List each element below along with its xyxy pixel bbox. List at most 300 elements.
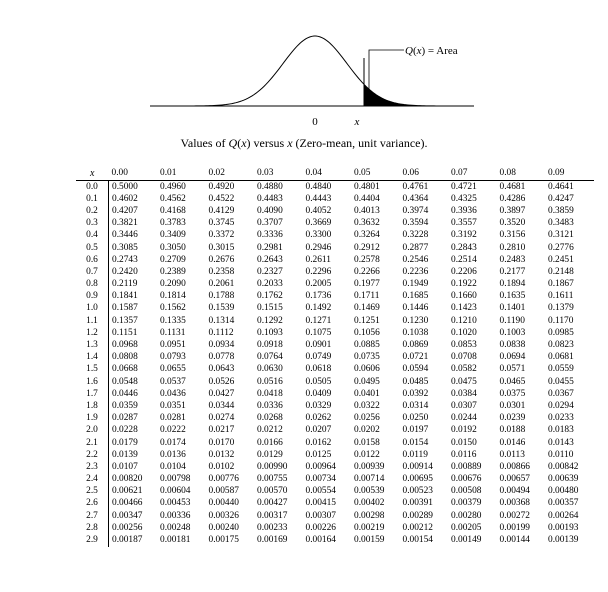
q-value-cell: 0.0129	[257, 449, 283, 460]
q-value-cell: 0.1469	[354, 303, 380, 314]
q-value-cell: 0.4880	[257, 181, 283, 192]
q-value-cell: 0.00755	[257, 474, 288, 485]
q-value-cell: 0.0505	[305, 376, 332, 387]
q-value-cell: 0.0446	[112, 388, 138, 399]
q-value-cell: 0.00554	[305, 486, 336, 497]
q-value-cell: 0.1190	[499, 315, 525, 326]
q-value-cell: 0.3264	[354, 230, 380, 241]
q-value-cell: 0.3300	[305, 230, 332, 241]
q-value-cell: 0.2912	[354, 242, 380, 253]
q-value-cell: 0.0681	[548, 352, 574, 363]
q-value-cell: 0.0793	[160, 352, 186, 363]
q-value-cell: 0.3085	[112, 242, 138, 253]
q-value-cell: 0.2743	[112, 254, 138, 265]
q-value-cell: 0.00604	[160, 486, 191, 497]
q-value-cell: 0.0485	[402, 376, 429, 387]
q-value-cell: 0.3594	[402, 218, 429, 229]
q-value-cell: 0.0985	[548, 327, 574, 338]
q-value-cell: 0.0838	[499, 340, 526, 351]
row-x-value: 0.1	[76, 193, 109, 205]
table-row	[76, 254, 594, 266]
table-row	[76, 486, 594, 498]
row-x-value: 2.4	[76, 474, 109, 486]
q-value-cell: 0.1736	[305, 291, 332, 302]
q-value-cell: 0.1003	[499, 327, 526, 338]
q-value-cell: 0.0465	[499, 376, 526, 387]
q-value-cell: 0.1539	[208, 303, 235, 314]
row-x-value: 1.9	[76, 413, 109, 425]
table-row	[76, 193, 594, 205]
table-header-row	[76, 168, 594, 181]
q-value-cell: 0.0367	[548, 388, 574, 399]
q-value-cell: 0.00587	[208, 486, 239, 497]
q-value-cell: 0.0823	[548, 340, 574, 351]
q-value-cell: 0.00298	[354, 510, 385, 521]
q-value-cell: 0.3372	[208, 230, 235, 241]
q-value-cell: 0.00368	[499, 498, 530, 509]
q-value-cell: 0.3446	[112, 230, 138, 241]
q-value-cell: 0.1170	[548, 315, 574, 326]
q-value-cell: 0.0262	[305, 413, 332, 424]
q-value-cell: 0.00226	[305, 522, 336, 533]
q-value-cell: 0.1230	[402, 315, 429, 326]
row-x-value: 0.9	[76, 291, 109, 303]
q-value-cell: 0.00657	[499, 474, 530, 485]
q-value-cell: 0.0721	[402, 352, 429, 363]
q-value-cell: 0.1271	[305, 315, 332, 326]
q-value-cell: 0.4404	[354, 193, 380, 204]
q-value-cell: 0.2206	[451, 266, 477, 277]
q-value-cell: 0.00248	[160, 522, 191, 533]
q-value-cell: 0.2546	[402, 254, 429, 265]
q-value-cell: 0.00199	[499, 522, 530, 533]
q-value-cell: 0.3936	[451, 205, 477, 216]
q-value-cell: 0.0228	[112, 425, 138, 436]
q-value-cell: 0.0268	[257, 413, 283, 424]
q-value-cell: 0.0401	[354, 388, 380, 399]
area-label: Q(x) = Area	[405, 45, 458, 57]
q-value-cell: 0.4207	[112, 205, 138, 216]
q-value-cell: 0.4920	[208, 181, 235, 192]
q-value-cell: 0.0281	[160, 413, 186, 424]
q-value-cell: 0.4960	[160, 181, 186, 192]
q-value-cell: 0.4761	[402, 181, 429, 192]
q-value-cell: 0.2420	[112, 266, 138, 277]
table-row	[76, 425, 594, 437]
q-value-cell: 0.00776	[208, 474, 239, 485]
q-value-cell: 0.2177	[499, 266, 526, 277]
column-header: 0.01	[160, 168, 177, 179]
row-x-value: 0.4	[76, 230, 109, 242]
q-value-cell: 0.00205	[451, 522, 482, 533]
q-value-cell: 0.0244	[451, 413, 477, 424]
q-value-cell: 0.0154	[402, 437, 429, 448]
q-value-cell: 0.00523	[402, 486, 433, 497]
q-value-cell: 0.3520	[499, 218, 526, 229]
q-value-cell: 0.2061	[208, 279, 235, 290]
q-value-cell: 0.1314	[208, 315, 235, 326]
q-value-cell: 0.0212	[257, 425, 283, 436]
q-value-cell: 0.0475	[451, 376, 477, 387]
q-value-cell: 0.0359	[112, 400, 138, 411]
q-value-cell: 0.2514	[451, 254, 477, 265]
table-row	[76, 522, 594, 534]
q-value-cell: 0.00175	[208, 535, 239, 546]
q-value-cell: 0.00336	[160, 510, 191, 521]
q-value-cell: 0.2709	[160, 254, 186, 265]
q-value-cell: 0.0351	[160, 400, 186, 411]
q-value-cell: 0.2119	[112, 279, 138, 290]
q-value-cell: 0.0455	[548, 376, 574, 387]
q-value-cell: 0.1075	[305, 327, 332, 338]
q-value-cell: 0.3859	[548, 205, 574, 216]
q-value-cell: 0.0571	[499, 364, 526, 375]
q-value-cell: 0.00734	[305, 474, 336, 485]
q-value-cell: 0.00233	[257, 522, 288, 533]
row-x-value: 1.5	[76, 364, 109, 376]
q-value-cell: 0.00256	[112, 522, 143, 533]
row-x-value: 0.2	[76, 206, 109, 218]
row-x-value: 2.2	[76, 449, 109, 461]
q-value-cell: 0.00181	[160, 535, 191, 546]
q-value-cell: 0.0869	[402, 340, 429, 351]
q-value-cell: 0.00990	[257, 461, 288, 472]
q-value-cell: 0.00639	[548, 474, 579, 485]
q-value-cell: 0.00212	[402, 522, 433, 533]
q-value-cell: 0.0778	[208, 352, 235, 363]
q-value-cell: 0.2810	[499, 242, 526, 253]
q-value-cell: 0.00570	[257, 486, 288, 497]
q-value-cell: 0.0294	[548, 400, 574, 411]
q-value-cell: 0.1423	[451, 303, 477, 314]
q-value-cell: 0.0495	[354, 376, 380, 387]
q-value-cell: 0.0749	[305, 352, 332, 363]
q-value-cell: 0.1112	[208, 327, 234, 338]
q-value-cell: 0.0516	[257, 376, 283, 387]
column-header: 0.07	[451, 168, 468, 179]
q-value-cell: 0.0314	[402, 400, 429, 411]
q-value-cell: 0.0885	[354, 340, 380, 351]
q-value-cell: 0.00144	[499, 535, 530, 546]
table-row	[76, 510, 594, 522]
q-value-cell: 0.2946	[305, 242, 332, 253]
row-x-value: 1.3	[76, 340, 109, 352]
q-value-cell: 0.1292	[257, 315, 283, 326]
q-value-cell: 0.00453	[160, 498, 191, 509]
q-value-cell: 0.0287	[112, 413, 138, 424]
q-value-cell: 0.0951	[160, 340, 186, 351]
table-row	[76, 340, 594, 352]
q-value-cell: 0.2033	[257, 279, 283, 290]
q-value-cell: 0.0409	[305, 388, 332, 399]
table-row	[76, 242, 594, 254]
q-value-cell: 0.0336	[257, 400, 283, 411]
q-value-cell: 0.0274	[208, 413, 235, 424]
q-value-cell: 0.0188	[499, 425, 526, 436]
q-value-cell: 0.0708	[451, 352, 477, 363]
q-value-cell: 0.1515	[257, 303, 283, 314]
q-value-cell: 0.3745	[208, 218, 235, 229]
table-row	[76, 535, 594, 547]
column-header: 0.09	[548, 168, 565, 179]
q-value-cell: 0.0537	[160, 376, 186, 387]
q-value-cell: 0.2090	[160, 279, 186, 290]
q-value-cell: 0.00289	[402, 510, 433, 521]
q-value-cell: 0.2266	[354, 266, 380, 277]
row-x-value: 0.7	[76, 267, 109, 279]
q-value-cell: 0.1635	[499, 291, 526, 302]
row-x-value: 1.1	[76, 315, 109, 327]
q-value-cell: 0.00440	[208, 498, 239, 509]
table-row	[76, 327, 594, 339]
q-value-cell: 0.3669	[305, 218, 332, 229]
q-value-cell: 0.1814	[160, 291, 186, 302]
table-row	[76, 279, 594, 291]
q-value-cell: 0.4602	[112, 193, 138, 204]
q-value-cell: 0.0222	[160, 425, 186, 436]
q-value-cell: 0.0968	[112, 340, 138, 351]
q-value-cell: 0.0301	[499, 400, 526, 411]
q-value-cell: 0.0158	[354, 437, 380, 448]
q-value-cell: 0.0384	[451, 388, 477, 399]
q-value-cell: 0.0202	[354, 425, 380, 436]
tail-area-shading	[364, 84, 474, 106]
q-value-cell: 0.0122	[354, 449, 380, 460]
table-row	[76, 474, 594, 486]
q-value-cell: 0.3156	[499, 230, 526, 241]
table-row	[76, 315, 594, 327]
q-value-cell: 0.00964	[305, 461, 336, 472]
q-value-cell: 0.1210	[451, 315, 477, 326]
q-value-cell: 0.1762	[257, 291, 283, 302]
q-value-cell: 0.00357	[548, 498, 579, 509]
table-row	[76, 267, 594, 279]
row-x-value: 0.3	[76, 218, 109, 230]
q-value-cell: 0.0110	[548, 449, 574, 460]
q-value-cell: 0.00272	[499, 510, 530, 521]
table-row	[76, 206, 594, 218]
table-row	[76, 449, 594, 461]
q-value-cell: 0.00307	[305, 510, 336, 521]
q-value-cell: 0.00508	[451, 486, 482, 497]
table-row	[76, 437, 594, 449]
q-value-cell: 0.00427	[257, 498, 288, 509]
q-value-cell: 0.3336	[257, 230, 283, 241]
q-value-cell: 0.0764	[257, 352, 283, 363]
q-value-cell: 0.0119	[402, 449, 428, 460]
q-value-cell: 0.0559	[548, 364, 574, 375]
q-value-cell: 0.0322	[354, 400, 380, 411]
q-value-cell: 0.2358	[208, 266, 235, 277]
q-value-cell: 0.1379	[548, 303, 574, 314]
q-value-cell: 0.0735	[354, 352, 380, 363]
q-value-cell: 0.1711	[354, 291, 380, 302]
q-value-cell: 0.0150	[451, 437, 477, 448]
q-value-cell: 0.2843	[451, 242, 477, 253]
q-value-cell: 0.0548	[112, 376, 138, 387]
row-x-value: 0.8	[76, 279, 109, 291]
q-value-cell: 0.00714	[354, 474, 385, 485]
q-value-cell: 0.4840	[305, 181, 332, 192]
q-value-cell: 0.4483	[257, 193, 283, 204]
q-value-cell: 0.0375	[499, 388, 526, 399]
column-header: 0.06	[402, 168, 419, 179]
q-value-cell: 0.2611	[305, 254, 331, 265]
q-value-cell: 0.00240	[208, 522, 239, 533]
q-value-cell: 0.0918	[257, 340, 283, 351]
q-value-cell: 0.00391	[402, 498, 433, 509]
q-value-cell: 0.00317	[257, 510, 288, 521]
row-x-value: 2.5	[76, 486, 109, 498]
q-value-cell: 0.00695	[402, 474, 433, 485]
q-value-cell: 0.1788	[208, 291, 235, 302]
q-value-cell: 0.0329	[305, 400, 332, 411]
q-value-cell: 0.4325	[451, 193, 477, 204]
q-value-cell: 0.1660	[451, 291, 477, 302]
q-value-cell: 0.00347	[112, 510, 143, 521]
q-value-cell: 0.1357	[112, 315, 138, 326]
q-value-cell: 0.2005	[305, 279, 332, 290]
q-value-cell: 0.0125	[305, 449, 332, 460]
q-value-cell: 0.00149	[451, 535, 482, 546]
table-row	[76, 218, 594, 230]
q-value-cell: 0.0143	[548, 437, 574, 448]
q-value-cell: 0.00798	[160, 474, 191, 485]
q-value-cell: 0.00889	[451, 461, 482, 472]
q-value-cell: 0.2236	[402, 266, 429, 277]
q-value-cell: 0.0418	[257, 388, 283, 399]
q-value-cell: 0.1841	[112, 291, 138, 302]
q-value-cell: 0.1977	[354, 279, 380, 290]
table-row	[76, 291, 594, 303]
q-value-cell: 0.2676	[208, 254, 235, 265]
q-value-cell: 0.1922	[451, 279, 477, 290]
q-value-cell: 0.1611	[548, 291, 574, 302]
q-value-cell: 0.0174	[160, 437, 186, 448]
table-body	[76, 181, 594, 547]
q-value-cell: 0.1446	[402, 303, 429, 314]
q-value-cell: 0.1131	[160, 327, 186, 338]
q-value-cell: 0.0162	[305, 437, 332, 448]
q-value-cell: 0.2148	[548, 266, 574, 277]
q-value-cell: 0.3483	[548, 218, 574, 229]
q-value-cell: 0.4013	[354, 205, 380, 216]
q-value-cell: 0.1894	[499, 279, 526, 290]
q-value-cell: 0.1056	[354, 327, 380, 338]
q-value-cell: 0.4364	[402, 193, 429, 204]
column-header: 0.04	[305, 168, 322, 179]
q-value-cell: 0.00480	[548, 486, 579, 497]
row-x-value: 1.4	[76, 352, 109, 364]
q-value-cell: 0.00193	[548, 522, 579, 533]
q-value-cell: 0.0694	[499, 352, 526, 363]
q-value-cell: 0.00539	[354, 486, 385, 497]
row-x-value: 2.0	[76, 425, 109, 437]
q-value-cell: 0.00842	[548, 461, 579, 472]
q-value-cell: 0.0179	[112, 437, 138, 448]
q-value-cell: 0.3707	[257, 218, 283, 229]
q-value-cell: 0.0183	[548, 425, 574, 436]
q-value-cell: 0.0139	[112, 449, 138, 460]
q-value-cell: 0.1492	[305, 303, 332, 314]
q-value-cell: 0.00169	[257, 535, 288, 546]
q-value-cell: 0.1401	[499, 303, 526, 314]
table-row	[76, 352, 594, 364]
q-value-cell: 0.4247	[548, 193, 574, 204]
q-value-cell: 0.00939	[354, 461, 385, 472]
table-row	[76, 498, 594, 510]
q-value-cell: 0.0102	[208, 461, 235, 472]
q-value-cell: 0.00379	[451, 498, 482, 509]
q-value-cell: 0.3015	[208, 242, 235, 253]
q-value-cell: 0.0136	[160, 449, 186, 460]
q-value-cell: 0.0526	[208, 376, 235, 387]
column-header: 0.03	[257, 168, 274, 179]
q-value-cell: 0.2643	[257, 254, 283, 265]
q-value-cell: 0.0170	[208, 437, 235, 448]
q-value-cell: 0.0250	[402, 413, 429, 424]
column-header: 0.02	[208, 168, 225, 179]
q-value-cell: 0.0582	[451, 364, 477, 375]
q-value-cell: 0.4641	[548, 181, 574, 192]
row-x-value: 2.6	[76, 498, 109, 510]
q-function-table	[76, 168, 594, 547]
q-value-cell: 0.00866	[499, 461, 530, 472]
q-value-cell: 0.1949	[402, 279, 429, 290]
q-value-cell: 0.00326	[208, 510, 239, 521]
q-value-cell: 0.0107	[112, 461, 138, 472]
table-row	[76, 413, 594, 425]
column-header: 0.05	[354, 168, 371, 179]
q-value-cell: 0.1562	[160, 303, 186, 314]
q-value-cell: 0.4443	[305, 193, 332, 204]
q-value-cell: 0.0344	[208, 400, 235, 411]
row-x-value: 1.0	[76, 303, 109, 315]
q-value-cell: 0.1251	[354, 315, 380, 326]
q-value-cell: 0.0207	[305, 425, 332, 436]
q-value-cell: 0.00494	[499, 486, 530, 497]
q-value-cell: 0.4052	[305, 205, 332, 216]
q-value-cell: 0.4721	[451, 181, 477, 192]
q-value-cell: 0.3897	[499, 205, 526, 216]
q-value-cell: 0.00219	[354, 522, 385, 533]
q-value-cell: 0.3632	[354, 218, 380, 229]
q-value-cell: 0.3974	[402, 205, 429, 216]
q-value-cell: 0.0197	[402, 425, 429, 436]
q-value-cell: 0.00164	[305, 535, 336, 546]
row-x-value: 0.0	[76, 181, 109, 194]
q-value-cell: 0.0934	[208, 340, 235, 351]
q-value-cell: 0.1020	[451, 327, 477, 338]
q-value-cell: 0.1151	[112, 327, 138, 338]
q-value-cell: 0.0239	[499, 413, 526, 424]
q-value-cell: 0.2578	[354, 254, 380, 265]
q-value-cell: 0.3121	[548, 230, 574, 241]
q-value-cell: 0.1685	[402, 291, 429, 302]
x-label: x	[354, 116, 360, 128]
q-value-cell: 0.2296	[305, 266, 332, 277]
table-row	[76, 364, 594, 376]
x-column-header: x	[90, 168, 95, 180]
row-x-value: 2.7	[76, 510, 109, 522]
q-value-cell: 0.3228	[402, 230, 429, 241]
q-value-cell: 0.0104	[160, 461, 186, 472]
q-value-cell: 0.3192	[451, 230, 477, 241]
q-value-cell: 0.00621	[112, 486, 143, 497]
q-value-cell: 0.3050	[160, 242, 186, 253]
column-header: 0.00	[111, 168, 128, 179]
table-row	[76, 462, 594, 474]
